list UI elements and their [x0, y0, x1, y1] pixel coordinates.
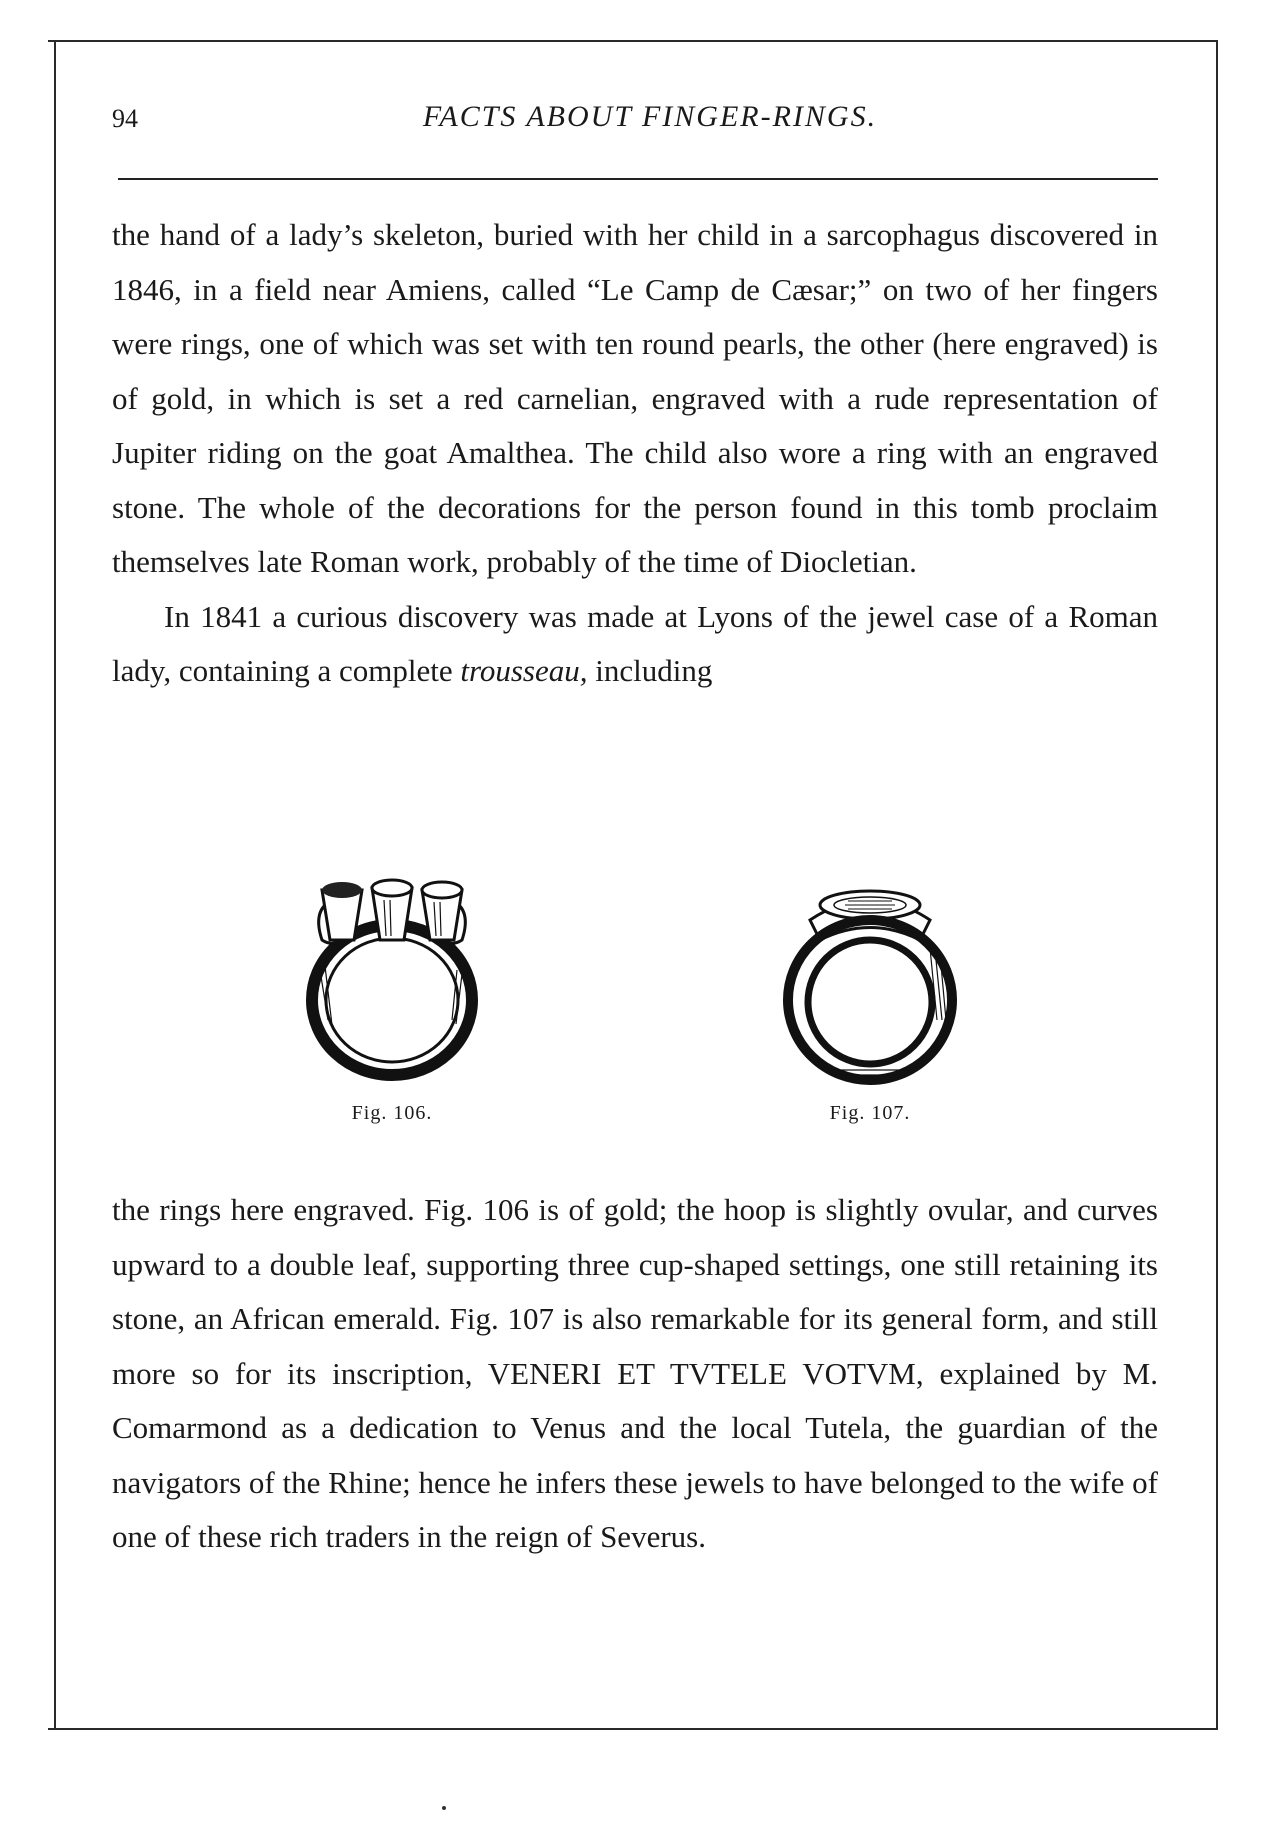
paragraph-2-start: In 1841 a curious discovery was made at Lyons of the jewel case of a Roman lady, containing a complete — [112, 598, 1158, 688]
body-text-upper — [112, 208, 1158, 699]
running-title: FACTS ABOUT FINGER-RINGS. — [422, 100, 878, 133]
paragraph-1: the hand of a lady’s skeleton, buried with her child in a sarcophagus discovered in 1846, in a field near Amiens, called “Le Camp de Cæsar;” on two of her fingers were rings, one of which was set with ten round pearls, the other (here engraved) is of gold, in which is set a red carnelian, engraved with a rude representation of Jupiter riding on the goat Amalthea. The child also wore a ring with an engraved stone. The whole of the decorations for the person found in this tomb proclaim themselves late Roman work, probably of the time of Diocletian. — [112, 217, 1158, 579]
page-frame-right — [1216, 40, 1218, 1730]
trousseau-italic: trousseau, — [460, 653, 588, 688]
page-frame-bottom — [48, 1728, 1218, 1730]
figure-107 — [740, 870, 1000, 1125]
inscribed-ring-illustration — [770, 870, 970, 1090]
paragraph-2-end: including — [587, 653, 713, 688]
figure-106 — [262, 870, 522, 1125]
body-text-lower — [112, 1183, 1158, 1565]
figure-106-caption: Fig. 106. — [351, 1102, 433, 1124]
paragraph-2 — [112, 590, 1158, 699]
page-frame-left — [54, 40, 56, 1730]
ring-three-settings-illustration — [292, 870, 492, 1090]
page-number: 94 — [112, 104, 138, 133]
page-frame-top — [48, 40, 1218, 42]
header-rule — [118, 178, 1158, 180]
page-mark — [442, 1806, 446, 1810]
paragraph-3: the rings here engraved. Fig. 106 is of gold; the hoop is slightly ovular, and curves upward to a double leaf, supporting three cup-shaped settings, one still retaining its stone, an African emerald. Fig. 107 is also remarkable for its general form, and still more so for its inscription, VENERI ET TVTELE VOTVM, explained by M. Comarmond as a dedication to Venus and the local Tutela, the guardian of the navigators of the Rhine; hence he infers these jewels to have belonged to the wife of one of these rich traders in the reign of Severus. — [112, 1192, 1158, 1554]
figure-107-caption: Fig. 107. — [829, 1102, 911, 1124]
